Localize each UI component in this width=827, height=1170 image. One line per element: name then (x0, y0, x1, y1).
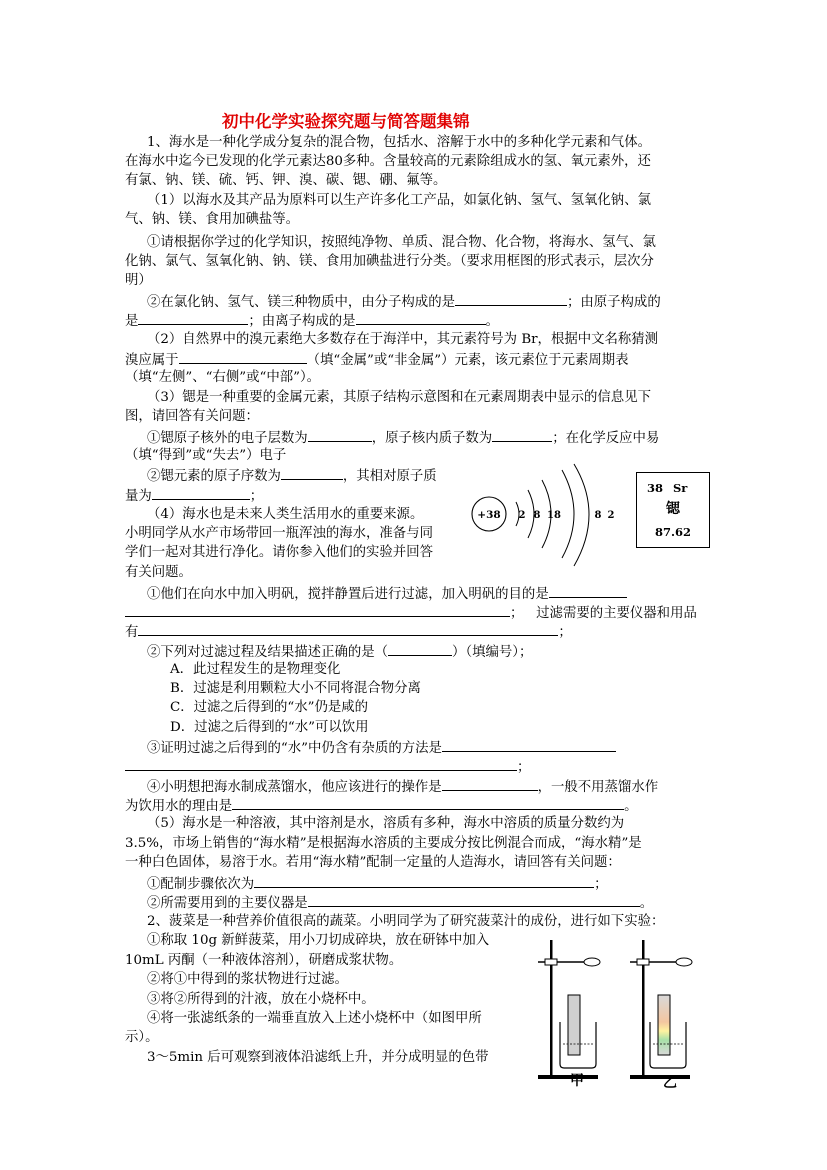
option-c: C．过滤之后得到的“水”仍是咸的 (170, 700, 369, 715)
answer-blank[interactable] (125, 603, 510, 617)
q1-part5-line-3: 一种白色固体，易溶于水。若用“海水精”配制一定量的人造海水，请回答有关问题： (125, 855, 621, 870)
answer-blank[interactable] (492, 428, 552, 442)
question-text: ，其相对原子质 (342, 469, 437, 484)
q1-part4-sub4-line-2 (125, 796, 638, 816)
question-text: ，一般不用蒸馏水作 (537, 780, 659, 795)
shell-electron-count: 18 (547, 510, 561, 521)
question-text: 为饮用水的理由是 (125, 799, 233, 814)
filter-paper-strip-with-bands (658, 995, 670, 1055)
q1-part4-sub1-line-3 (125, 622, 572, 642)
answer-blank[interactable] (138, 311, 248, 325)
question-text: ； (517, 760, 531, 775)
question-text: （填“金属”或“非金属”）元素，该元素位于元素周期表 (306, 353, 629, 368)
option-a: A．此过程发生的是物理变化 (170, 662, 341, 677)
q2-line-last: 3～5min 后可观察到液体沿滤纸上升，并分成明显的色带 (147, 1050, 489, 1065)
element-symbol: Sr (673, 481, 688, 495)
q1-line-1: 1、海水是一种化学成分复杂的混合物，包括水、溶解于水中的多种化学元素和气体。 (147, 135, 651, 150)
question-text: 。 (624, 799, 638, 814)
q1-part3-sub2-line-2 (125, 486, 263, 506)
question-text: ①配制步骤依次为 (147, 877, 255, 892)
answer-blank[interactable] (138, 622, 558, 636)
q1-part4-line-1: （4）海水也是未来人类生活用水的重要来源。 (147, 507, 424, 522)
question-text: 是 (125, 314, 139, 329)
chromatography-apparatus-figure (530, 940, 720, 1090)
q1-part3-line-2: 图，请回答有关问题： (125, 409, 259, 424)
q1-part1-sub1-line-1: ①请根据你学过的化学知识，按照纯净物、单质、混合物、化合物，将海水、氢气、氯 (147, 235, 656, 250)
q1-line-3: 有氯、钠、镁、硫、钙、钾、溴、碳、锶、硼、氟等。 (125, 173, 447, 188)
electron-shell-arc (562, 470, 574, 558)
answer-blank[interactable] (308, 428, 372, 442)
q1-part5-sub2 (147, 893, 653, 913)
q1-part4-line-2: 小明同学从水产市场带回一瓶浑浊的海水，准备与同 (125, 526, 433, 541)
q1-part2-line-2 (125, 350, 629, 370)
q1-part4-sub3-line-1 (147, 738, 616, 758)
question-text: ②锶元素的原子序数为 (147, 469, 281, 484)
question-text: ①锶原子核外的电子层数为 (147, 431, 308, 446)
figure-label-yi: 乙 (663, 1075, 677, 1091)
q1-part3-sub1-line-1 (147, 428, 659, 448)
q1-part1-sub2-line-2 (125, 311, 499, 331)
q1-part1-line-2: 气、钠、镁、食用加碘盐等。 (125, 212, 300, 227)
filter-paper-strip (568, 995, 580, 1055)
question-text: ；由离子构成的是 (248, 314, 356, 329)
q1-part4-sub4-line-1 (147, 777, 658, 797)
shell-electron-count: 8 (594, 510, 602, 521)
q1-part4-sub1-line-2 (125, 603, 697, 623)
element-name: 锶 (666, 501, 680, 517)
document-title: 初中化学实验探究题与简答题集锦 (222, 112, 470, 131)
q1-part1-sub2-line-1 (147, 292, 661, 312)
question-text: ，原子核内质子数为 (371, 431, 493, 446)
question-text: ②下列对过滤过程及结果描述正确的是（ (147, 645, 389, 660)
q1-part2-line-3: （填“左侧”、“右侧”或“中部”）。 (125, 370, 321, 385)
question-text: ④小明想把海水制成蒸馏水，他应该进行的操作是 (147, 780, 442, 795)
q1-part4-sub1-line-1 (147, 584, 627, 604)
q1-part5-sub1 (147, 874, 608, 894)
question-text: ；在化学反应中易 (552, 431, 660, 446)
periodic-table-cell (636, 472, 710, 548)
stand-yi (630, 940, 692, 1079)
shell-electron-count: 8 (533, 510, 541, 521)
figure-label-jia: 甲 (570, 1073, 584, 1089)
answer-blank[interactable] (549, 584, 627, 598)
question-text: 溴应属于 (125, 353, 179, 368)
answer-blank[interactable] (308, 893, 640, 907)
question-text: ； (249, 489, 264, 504)
q1-part3-line-1: （3）锶是一种重要的金属元素，其原子结构示意图和在元素周期表中显示的信息见下 (147, 390, 651, 405)
question-text: 过滤需要的主要仪器和用品 (536, 606, 697, 621)
atomic-mass: 87.62 (654, 525, 691, 539)
answer-blank[interactable] (442, 738, 616, 752)
option-d: D．过滤之后得到的“水”可以饮用 (170, 720, 369, 735)
q1-part1-sub1-line-3: 明） (125, 273, 152, 288)
q1-part2-line-1: （2）自然界中的溴元素绝大多数存在于海洋中，其元素符号为 Br，根据中文名称猜测 (147, 332, 659, 347)
shell-electron-count: 2 (518, 510, 526, 521)
question-text: 。 (639, 896, 654, 911)
question-text: ； (510, 606, 524, 621)
q1-line-2: 在海水中迄今已发现的化学元素达80多种。含量较高的元素除组成水的氢、氧元素外，还 (125, 154, 651, 169)
electron-shell-arc (574, 464, 589, 566)
q1-part4-line-3: 学们一起对其进行净化。请你参入他们的实验并回答 (125, 545, 433, 560)
question-text: 有 (125, 625, 139, 640)
question-text: ； (594, 877, 608, 892)
answer-blank[interactable] (125, 757, 517, 771)
question-text: 量为 (125, 489, 152, 504)
answer-blank[interactable] (388, 642, 452, 656)
atomic-number: 38 (647, 481, 664, 495)
q2-step1-line-1: ①称取 10g 新鲜菠菜，用小刀切成碎块，放在研钵中加入 (147, 933, 490, 948)
shell-electron-count: 2 (607, 510, 615, 521)
question-text: ）（填编号）； (452, 645, 533, 660)
q1-part1-line-1: （1）以海水及其产品为原料可以生产许多化工产品，如氯化钠、氢气、氢氧化钠、氯 (147, 193, 651, 208)
q2-step2: ②将①中得到的浆状物进行过滤。 (147, 972, 348, 987)
q2-step4-line-1: ④将一张滤纸条的一端垂直放入上述小烧杯中（如图甲所 (147, 1011, 482, 1026)
answer-blank[interactable] (455, 292, 567, 306)
answer-blank[interactable] (442, 777, 538, 791)
q1-part1-sub1-line-2: 化钠、氯气、氢氧化钠、钠、镁、食用加碘盐进行分类。（要求用框图的形式表示，层次分 (125, 254, 654, 269)
question-text: ；由原子构成的 (566, 295, 661, 310)
answer-blank[interactable] (152, 486, 250, 500)
q1-part4-line-4: 有关问题。 (125, 565, 192, 580)
question-text: ②所需要用到的主要仪器是 (147, 896, 308, 911)
answer-blank[interactable] (254, 874, 594, 888)
option-b: B．过滤是利用颗粒大小不同将混合物分离 (170, 681, 421, 696)
stand-jia (538, 940, 600, 1079)
q2-step3: ③将②所得到的汁液，放在小烧杯中。 (147, 992, 375, 1007)
strontium-atom-structure-diagram (470, 462, 628, 570)
q1-part5-line-2: 3.5%，市场上销售的“海水精”是根据海水溶质的主要成分按比例混合而成，“海水精”是 (125, 836, 642, 851)
answer-blank[interactable] (232, 796, 624, 810)
question-text: ②在氯化钠、氢气、镁三种物质中，由分子构成的是 (147, 295, 455, 310)
q2-line-1: 2、菠菜是一种营养价值很高的蔬菜。小明同学为了研究菠菜汁的成份，进行如下实验： (147, 914, 665, 929)
q2-step1-line-2: 10mL 丙酮（一种液体溶剂），研磨成浆状物。 (125, 953, 403, 968)
question-text: ③证明过滤之后得到的“水”中仍含有杂质的方法是 (147, 741, 442, 756)
answer-blank[interactable] (281, 466, 343, 480)
q2-step4-line-2: 示）。 (125, 1030, 159, 1045)
q1-part5-line-1: （5）海水是一种溶液，其中溶剂是水，溶质有多种，海水中溶质的质量分数约为 (147, 816, 625, 831)
q1-part4-sub2 (147, 642, 532, 662)
q1-part3-sub2-line-1 (147, 466, 437, 486)
question-text: ； (558, 625, 572, 640)
nucleus-charge: +38 (477, 509, 501, 521)
question-text: ①他们在向水中加入明矾，搅拌静置后进行过滤，加入明矾的目的是 (147, 587, 549, 602)
q1-part4-sub3-line-2 (125, 757, 530, 777)
answer-blank[interactable] (356, 311, 486, 325)
q1-part3-sub1-line-2: （填“得到”或“失去”）电子 (125, 448, 287, 463)
question-text: 。 (485, 314, 499, 329)
answer-blank[interactable] (179, 350, 307, 364)
